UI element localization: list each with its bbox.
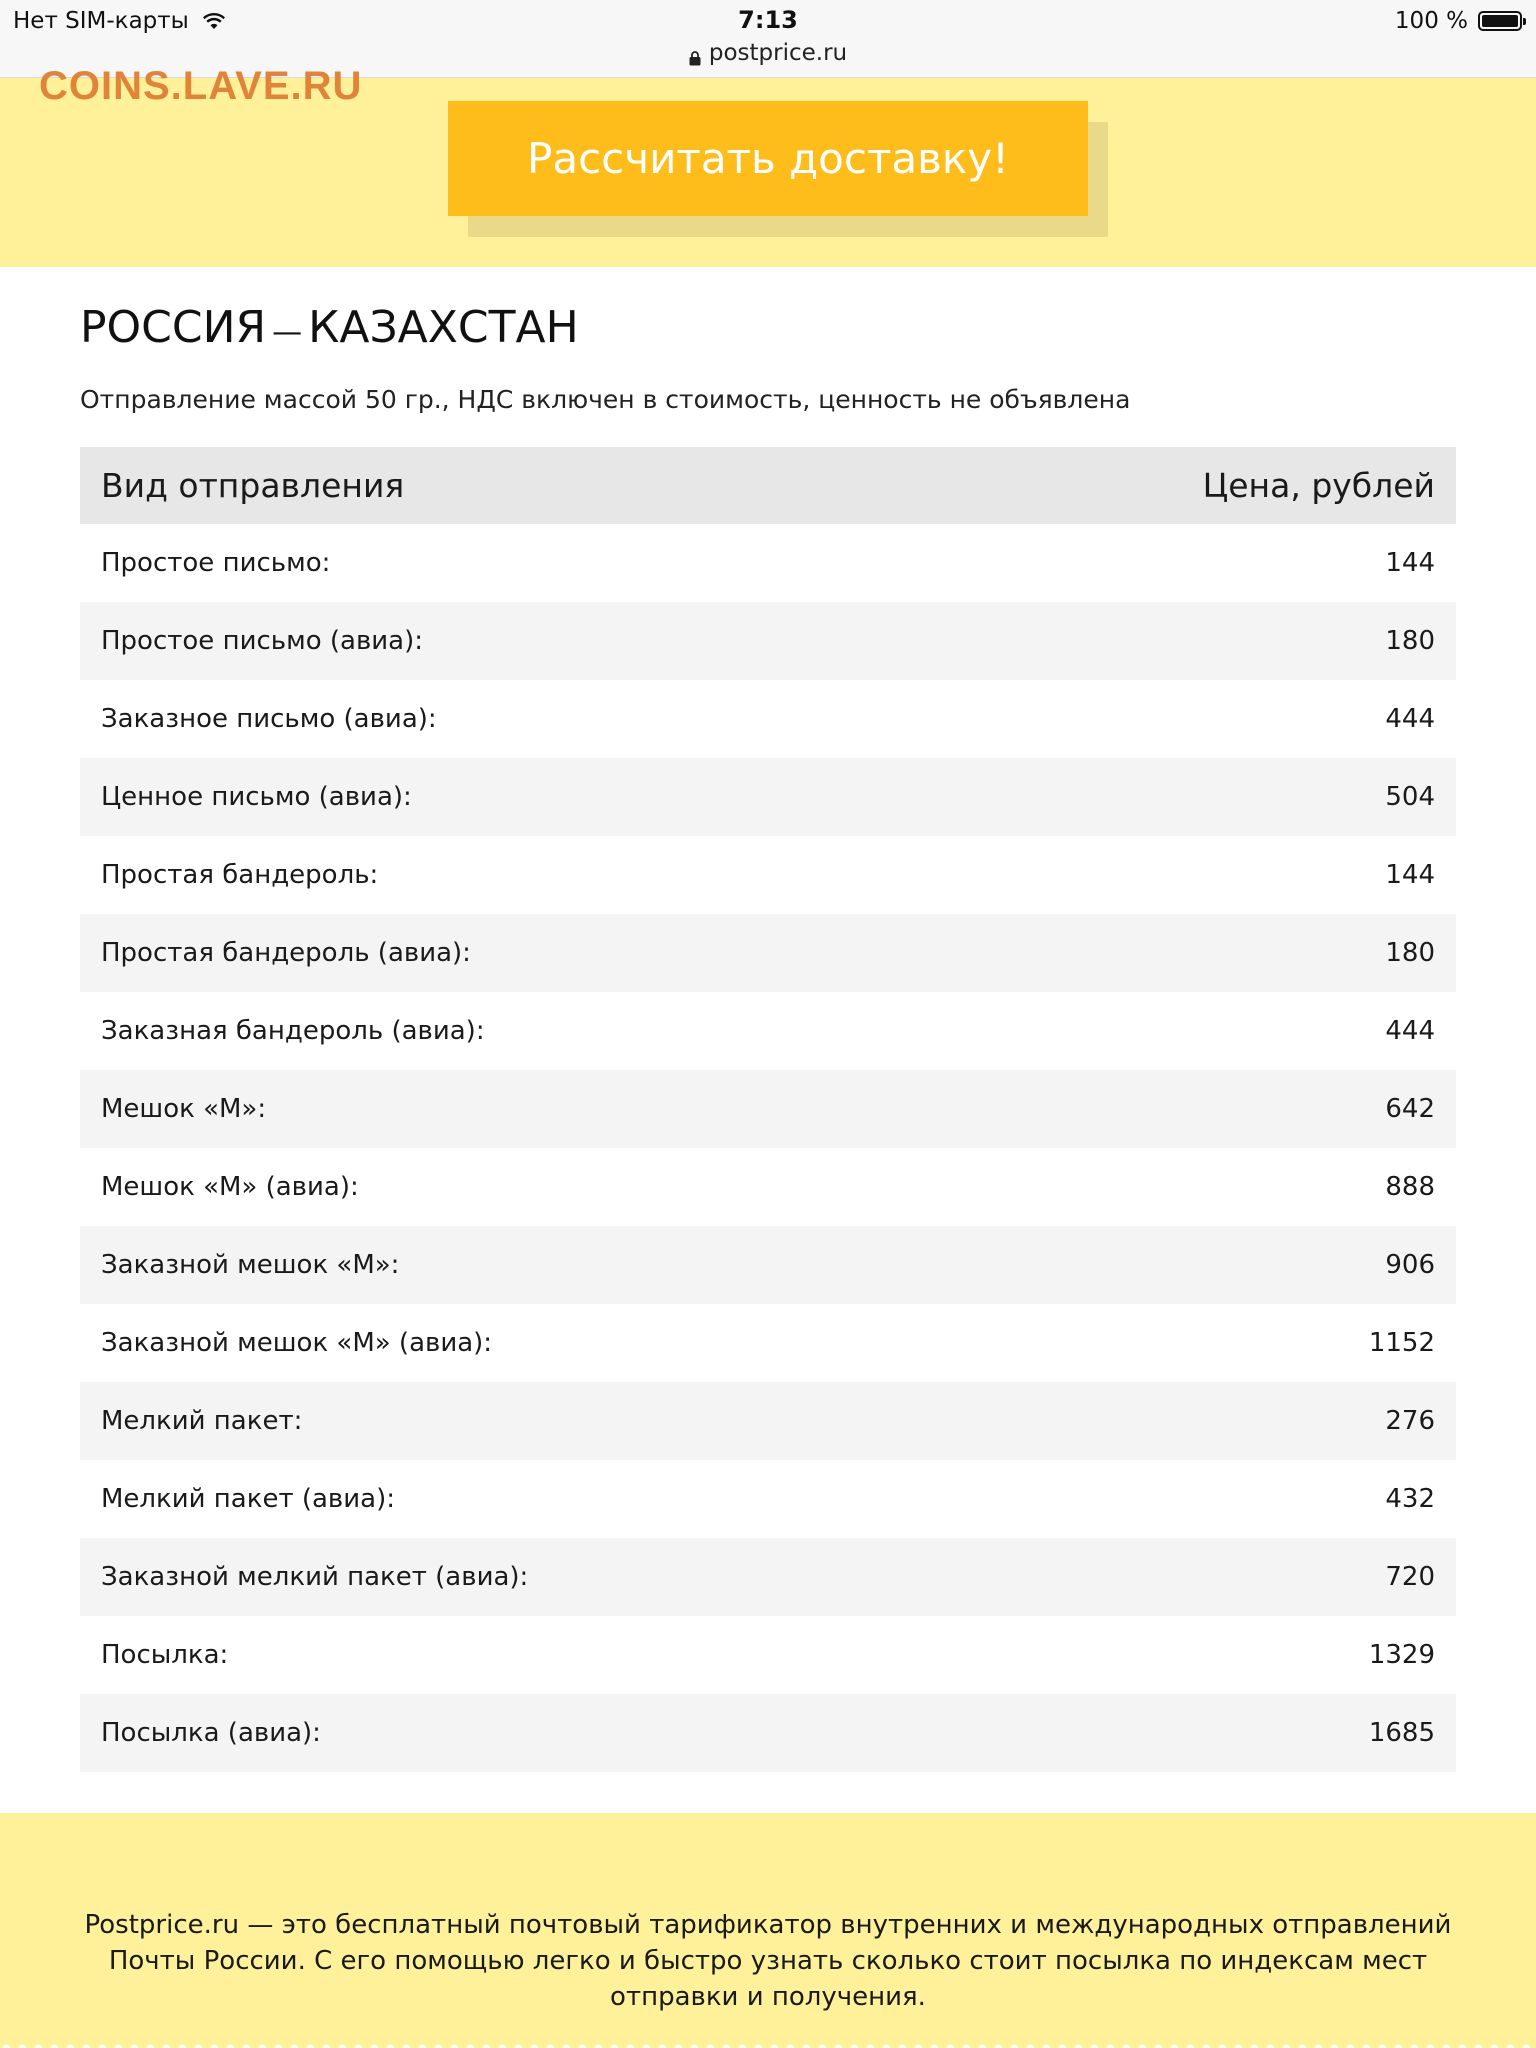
row-price: 1329 [1368, 1640, 1435, 1670]
row-label: Мешок «М»: [101, 1094, 267, 1124]
row-price: 276 [1385, 1406, 1435, 1436]
route-from: РОССИЯ [80, 302, 267, 353]
row-label: Мелкий пакет (авиа): [101, 1484, 395, 1514]
battery-percent: 100 % [1394, 8, 1468, 34]
battery-status [1395, 8, 1522, 34]
column-header-type: Вид отправления [101, 466, 405, 505]
table-row [80, 992, 1456, 1070]
status-time: 7:13 [738, 6, 798, 34]
row-price: 144 [1385, 860, 1435, 890]
table-row [80, 1694, 1456, 1772]
row-label: Заказное письмо (авиа): [101, 704, 437, 734]
battery-level-fill [1482, 15, 1518, 27]
route-separator: — [272, 315, 303, 350]
row-price: 444 [1385, 1016, 1435, 1046]
table-row [80, 1616, 1456, 1694]
row-price: 180 [1385, 626, 1435, 656]
table-row [80, 1304, 1456, 1382]
row-price: 180 [1385, 938, 1435, 968]
table-row [80, 1382, 1456, 1460]
row-label: Посылка (авиа): [101, 1718, 321, 1748]
table-row [80, 1538, 1456, 1616]
table-row [80, 836, 1456, 914]
table-row [80, 1460, 1456, 1538]
carrier-label: Нет SIM-карты [13, 8, 189, 34]
row-label: Простое письмо: [101, 548, 331, 578]
row-label: Простая бандероль (авиа): [101, 938, 471, 968]
battery-icon [1478, 11, 1522, 31]
footer [0, 1813, 1536, 2048]
table-row [80, 602, 1456, 680]
row-label: Мешок «М» (авиа): [101, 1172, 359, 1202]
row-label: Ценное письмо (авиа): [101, 782, 412, 812]
table-row [80, 1226, 1456, 1304]
table-header [80, 447, 1456, 524]
row-label: Заказной мешок «М»: [101, 1250, 400, 1280]
address-bar[interactable] [0, 40, 1536, 66]
row-label: Простое письмо (авиа): [101, 626, 424, 656]
row-label: Заказной мешок «М» (авиа): [101, 1328, 493, 1358]
watermark-text: COINS.LAVE.RU [39, 64, 363, 108]
table-row [80, 680, 1456, 758]
row-label: Простая бандероль: [101, 860, 379, 890]
row-label: Мелкий пакет: [101, 1406, 303, 1436]
row-label: Заказная бандероль (авиа): [101, 1016, 485, 1046]
shipment-description: Отправление массой 50 гр., НДС включен в стоимость, ценность не объявлена [80, 385, 1131, 414]
url-text[interactable]: postprice.ru [708, 40, 848, 66]
row-price: 720 [1385, 1562, 1435, 1592]
page-title [80, 302, 579, 353]
row-price: 504 [1385, 782, 1435, 812]
table-row [80, 524, 1456, 602]
lock-icon [689, 46, 701, 61]
footer-description: Postprice.ru — это бесплатный почтовый тарификатор внутренних и международных отправлений Почты России. С его помощью легко и быстро узнать сколько стоит посылка по индексам мест отправки и получения. [84, 1910, 1452, 2012]
row-price: 1152 [1368, 1328, 1435, 1358]
footer-decorative-edge [0, 2040, 1536, 2048]
row-label: Посылка: [101, 1640, 229, 1670]
calculate-delivery-button[interactable]: Рассчитать доставку! [448, 101, 1088, 216]
row-price: 642 [1385, 1094, 1435, 1124]
row-price: 444 [1385, 704, 1435, 734]
price-table [80, 447, 1456, 1772]
row-price: 144 [1385, 548, 1435, 578]
table-row [80, 1070, 1456, 1148]
row-price: 432 [1385, 1484, 1435, 1514]
column-header-price: Цена, рублей [1202, 466, 1435, 505]
row-label: Заказной мелкий пакет (авиа): [101, 1562, 529, 1592]
route-to: КАЗАХСТАН [308, 302, 579, 353]
row-price: 906 [1385, 1250, 1435, 1280]
table-row [80, 914, 1456, 992]
table-row [80, 1148, 1456, 1226]
table-row [80, 758, 1456, 836]
row-price: 888 [1385, 1172, 1435, 1202]
row-price: 1685 [1368, 1718, 1435, 1748]
